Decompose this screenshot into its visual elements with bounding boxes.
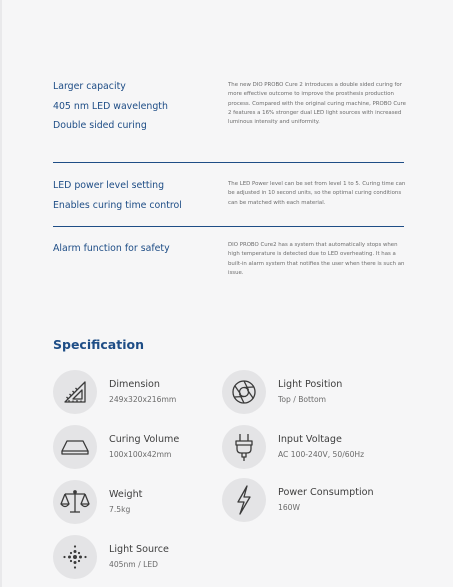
feature-title: Alarm function for safety [53, 243, 170, 254]
feature-titles [53, 176, 223, 215]
spec-name: Dimension [109, 379, 160, 390]
tray-icon [53, 425, 97, 469]
section-divider [53, 162, 404, 163]
spec-value: 160W [278, 503, 301, 512]
feature-description: The new DIO PROBO Cure 2 introduces a double sided curing for more effective outcome to improve the prosthesis production process. Compared with the original curing machine, PROBO Cure 2 features a 16% stronger dual LED light sources with increased luminous intensity and uniformity. [228, 82, 406, 126]
spec-value: 249x320x216mm [109, 395, 177, 404]
spec-value: 100x100x42mm [109, 450, 172, 459]
feature-description: DIO PROBO Cure2 has a system that automatically stops when high temperature is detected due to LED overheating. It has a built-in alarm system that notifies the user when there is such an issue. [228, 242, 405, 276]
feature-titles [53, 77, 223, 136]
spec-name: Power Consumption [278, 487, 374, 498]
spec-value: AC 100-240V, 50/60Hz [278, 450, 365, 459]
spec-name: Input Voltage [278, 434, 342, 445]
lightning-bolt-icon [222, 478, 266, 522]
spec-name: Light Position [278, 379, 343, 390]
feature-title: Double sided curing [53, 120, 147, 132]
ruler-triangle-icon [53, 370, 97, 414]
aperture-icon [222, 370, 266, 414]
page-edge [0, 0, 2, 587]
spec-name: Curing Volume [109, 434, 180, 445]
feature-description: The LED Power level can be set from level 1 to 5. Curing time can be adjusted in 10 second units, so the optimal curing conditions can be matched with each material. [228, 181, 406, 206]
spec-name: Weight [109, 489, 143, 500]
feature-title: Larger capacity [53, 81, 126, 92]
power-plug-icon [222, 425, 266, 469]
section-divider [53, 226, 404, 227]
feature-title: Enables curing time control [53, 199, 182, 211]
spec-value: 7.5kg [109, 505, 131, 514]
feature-title: LED power level setting [53, 180, 165, 191]
led-dots-icon [53, 535, 97, 579]
specification-title: Specification [53, 337, 144, 352]
spec-value: 405nm / LED [109, 560, 158, 569]
spec-name: Light Source [109, 544, 169, 555]
spec-value: Top / Bottom [278, 395, 327, 404]
scale-icon [53, 480, 97, 524]
feature-title: 405 nm LED wavelength [53, 100, 168, 112]
feature-titles [53, 239, 223, 259]
